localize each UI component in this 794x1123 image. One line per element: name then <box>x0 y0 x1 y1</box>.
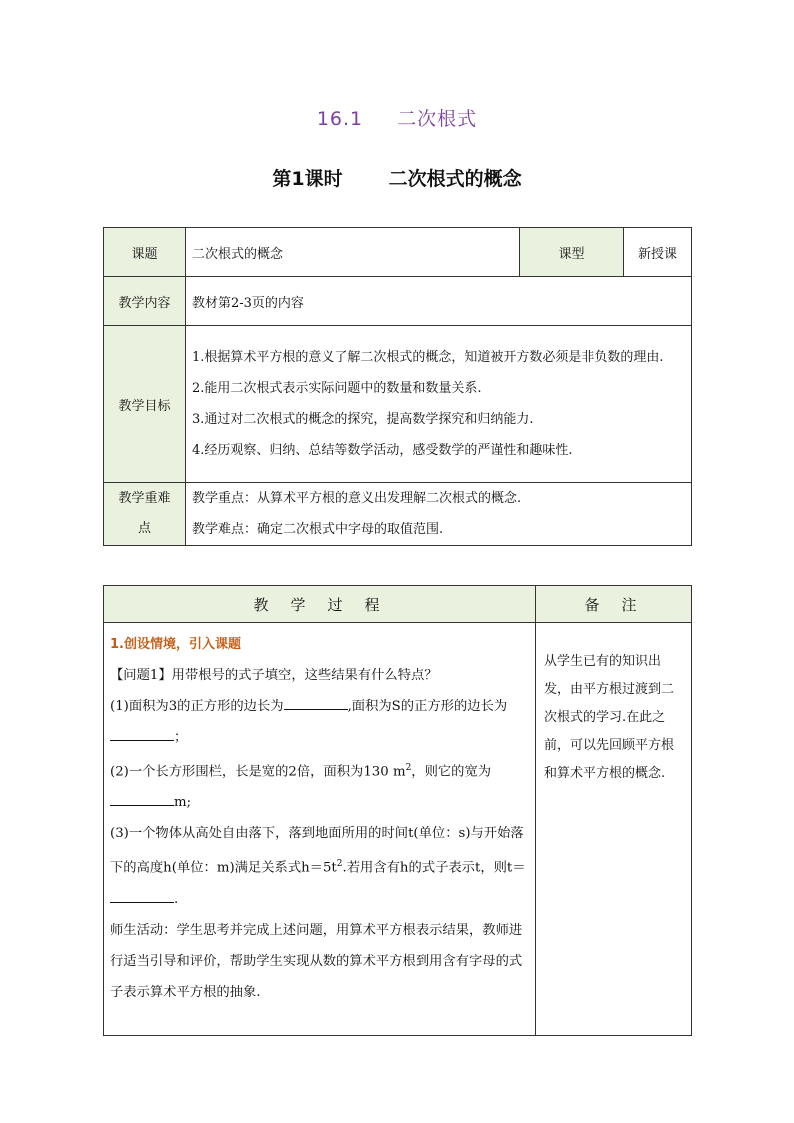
question-2-text-b: ，则它的宽为 <box>411 764 492 780</box>
question-1-text-a: (1)面积为3的正方形的边长为 <box>110 699 284 714</box>
question-3 <box>110 818 529 914</box>
answer-blank <box>110 728 174 741</box>
type-label: 课型 <box>520 228 624 277</box>
question-3-text-a: (3)一个物体从高处自由落下，落到地面所用的时间t(单位：s)与开始落下的高度h(单位：m)满足关系式h＝5t <box>110 826 524 876</box>
lesson-heading <box>0 164 794 191</box>
question-3-exponent: 2 <box>336 859 343 870</box>
answer-blank <box>110 890 174 903</box>
teaching-process-table <box>103 585 692 1036</box>
goal-item: 1.根据算术平方根的意义了解二次根式的概念，知道被开方数必须是非负数的理由. <box>192 350 664 365</box>
question-2-text-a: (2)一个长方形围栏，长是宽的2倍，面积为130 m <box>110 764 406 780</box>
type-value: 新授课 <box>624 228 692 277</box>
section-title: 二次根式 <box>397 108 478 130</box>
notes-header: 备注 <box>536 586 692 623</box>
keypoints-content <box>186 483 692 546</box>
keypoints-row <box>104 483 692 546</box>
goal-item: 2.能用二次根式表示实际问题中的数量和数量关系. <box>192 381 482 396</box>
topic-value: 二次根式的概念 <box>186 228 520 277</box>
question-2-text-c: m; <box>174 795 192 811</box>
process-content <box>104 623 536 1036</box>
lesson-number: 第1课时 <box>272 168 343 190</box>
process-body-row <box>104 623 692 1036</box>
goals-list <box>186 326 692 483</box>
content-value: 教材第2-3页的内容 <box>186 277 692 326</box>
key-point: 教学重点：从算术平方根的意义出发理解二次根式的概念. <box>192 491 522 506</box>
question-2-exponent: 2 <box>405 763 412 773</box>
topic-label: 课题 <box>104 228 186 277</box>
section-heading <box>0 104 794 131</box>
goal-item: 4.经历观察、归纳、总结等数学活动，感受数学的严谨性和趣味性. <box>192 443 573 458</box>
difficulty: 教学难点：确定二次根式中字母的取值范围. <box>192 522 444 537</box>
answer-blank <box>110 793 174 806</box>
question-intro: 【问题1】用带根号的式子填空，这些结果有什么特点？ <box>110 668 438 683</box>
section-number: 16.1 <box>316 108 364 130</box>
question-1-text-c: ； <box>174 730 188 745</box>
topic-row <box>104 228 692 277</box>
process-header-row <box>104 586 692 623</box>
question-2 <box>110 753 529 818</box>
content-label: 教学内容 <box>104 277 186 326</box>
question-1 <box>110 691 529 753</box>
lesson-info-table <box>103 227 692 546</box>
question-1-text-b: ,面积为S的正方形的边长为 <box>347 699 508 714</box>
question-3-text-b: .若用含有h的式子表示t，则t＝ <box>342 860 526 876</box>
goals-row <box>104 326 692 483</box>
section1-title: 1.创设情境，引入课题 <box>110 637 241 652</box>
content-row <box>104 277 692 326</box>
answer-blank <box>284 697 348 710</box>
teacher-activity: 师生活动：学生思考并完成上述问题，用算术平方根表示结果，教师进行适当引导和评价，帮助学生实现从数的算术平方根到用含有字母的式子表示算术平方根的抽象. <box>110 922 523 1000</box>
question-3-text-c: . <box>174 891 179 907</box>
notes-content: 从学生已有的知识出发，由平方根过渡到二次根式的学习.在此之前，可以先回顾平方根和算术平方根的概念. <box>536 623 692 1036</box>
process-header: 教学过程 <box>104 586 536 623</box>
keypoints-label: 教学重难点 <box>104 483 186 546</box>
goal-item: 3.通过对二次根式的概念的探究，提高数学探究和归纳能力. <box>192 412 534 427</box>
lesson-title: 二次根式的概念 <box>388 168 522 190</box>
goals-label: 教学目标 <box>104 326 186 483</box>
